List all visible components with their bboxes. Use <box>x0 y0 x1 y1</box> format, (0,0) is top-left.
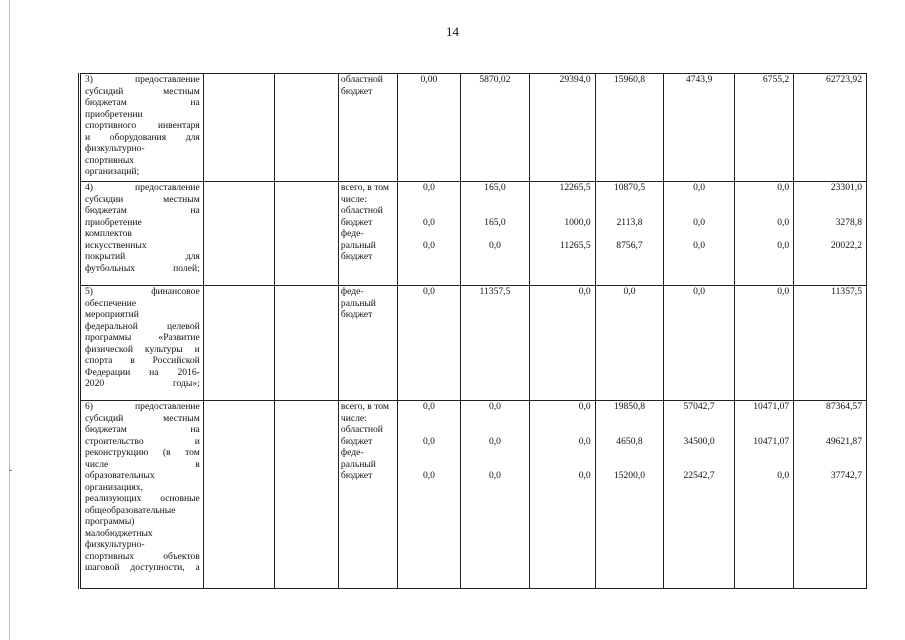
description-line: субсидий местным <box>85 412 200 424</box>
description-line: строительство и <box>85 435 200 447</box>
funding-source-line: ральный <box>340 458 376 470</box>
amount-cell <box>595 182 664 286</box>
amount-cell <box>595 286 664 401</box>
page-number: 14 <box>446 24 459 39</box>
amount-value: 0,0 <box>777 182 790 193</box>
amount-value: 62723,92 <box>826 74 862 85</box>
table-row <box>80 286 867 401</box>
spacer <box>796 459 862 471</box>
measure-description-cell <box>80 286 204 401</box>
amount-value: 10471,07 <box>753 401 790 412</box>
description-line: спорта в Российской <box>85 355 200 366</box>
amount-cell <box>794 286 867 401</box>
spacer <box>400 194 457 206</box>
spacer <box>737 459 789 471</box>
amount-value: 3278,8 <box>835 216 862 228</box>
table-body <box>80 74 867 589</box>
funding-source-line: феде- <box>340 447 364 458</box>
spacer <box>796 447 862 459</box>
amount-cell <box>398 401 460 589</box>
funding-source-line: бюджет <box>340 309 373 320</box>
amount-value: 0,0 <box>777 216 790 228</box>
description-line: организаций; <box>85 166 140 177</box>
amount-cell <box>734 74 793 182</box>
funding-source-line: ральный <box>340 297 376 309</box>
amount-value: 0,0 <box>578 435 591 447</box>
amount-value: 11357,5 <box>831 286 862 297</box>
spacer <box>463 205 528 217</box>
funding-source-line: всего, в том <box>340 182 389 193</box>
amount-cell <box>664 182 735 286</box>
spacer <box>666 459 732 471</box>
description-line: субсидий местным <box>85 85 200 97</box>
period-cell <box>275 182 338 286</box>
funding-source-line: бюджет <box>340 251 373 262</box>
amount-value: 10870,5 <box>613 182 646 193</box>
spacer <box>463 413 528 425</box>
description-line: мероприятий <box>85 309 139 320</box>
amount-value: 0,0 <box>422 401 435 412</box>
amount-value: 0,0 <box>578 470 591 481</box>
amount-value: 4650,8 <box>616 435 643 447</box>
description-line: 6) предоставление <box>85 401 200 412</box>
description-line: и оборудования для <box>85 131 200 143</box>
spacer <box>598 413 662 425</box>
funding-source-line: областной <box>340 74 383 85</box>
amount-value: 37742,7 <box>830 470 862 481</box>
amount-cell <box>664 286 735 401</box>
spacer <box>463 228 528 240</box>
spacer <box>796 228 862 240</box>
amount-value: 0,00 <box>420 74 438 85</box>
spacer <box>532 459 590 471</box>
page-margin-rule <box>9 0 10 640</box>
amount-value: 0,0 <box>422 182 435 193</box>
executor-cell <box>203 182 275 286</box>
amount-value: 49621,87 <box>826 435 862 447</box>
amount-cell <box>530 74 595 182</box>
spacer <box>796 424 862 436</box>
amount-value: 8756,7 <box>616 239 643 251</box>
funding-source-line: всего, в том <box>340 401 389 412</box>
amount-value: 29394,0 <box>559 74 591 85</box>
amount-value: 165,0 <box>484 182 506 193</box>
amount-value: 11265,5 <box>559 239 591 251</box>
funding-source-line: бюджет <box>340 470 373 481</box>
description-line: спортивных объектов <box>85 550 200 562</box>
funding-source-line: ральный <box>340 239 376 251</box>
description-line: бюджетам на <box>85 97 200 108</box>
table-row <box>80 401 867 589</box>
amount-value: 19850,8 <box>613 401 646 412</box>
amount-value: 34500,0 <box>683 435 715 447</box>
period-cell <box>275 286 338 401</box>
spacer <box>532 228 590 240</box>
spacer <box>532 205 590 217</box>
amount-value: 0,0 <box>777 470 790 481</box>
spacer <box>463 424 528 436</box>
spacer <box>400 424 457 436</box>
description-line: спортивного инвентаря <box>85 120 200 131</box>
executor-cell <box>203 74 275 182</box>
description-line: образовательных <box>85 470 155 481</box>
description-line: обеспечение <box>85 297 137 309</box>
funding-source-cell <box>338 182 397 286</box>
spacer <box>463 447 528 459</box>
spacer <box>796 205 862 217</box>
funding-source-line: бюджет <box>340 435 373 447</box>
amount-value: 22542,7 <box>683 470 715 481</box>
spacer <box>532 447 590 459</box>
amount-cell <box>530 182 595 286</box>
description-line: футбольных полей; <box>85 262 200 274</box>
description-line: общеобразовательные <box>85 504 176 516</box>
executor-cell <box>203 401 275 589</box>
margin-mark <box>9 470 12 471</box>
amount-value: 23301,0 <box>830 182 862 193</box>
spacer <box>666 447 732 459</box>
description-line: программы) <box>85 516 135 527</box>
amount-value: 0,0 <box>488 239 501 251</box>
description-line: шаговой доступности, а <box>85 562 200 573</box>
spacer <box>737 228 789 240</box>
amount-cell <box>595 74 664 182</box>
spacer <box>598 194 662 206</box>
spacer <box>737 424 789 436</box>
funding-source-line: числе: <box>340 193 367 205</box>
spacer <box>463 194 528 206</box>
amount-cell <box>398 182 460 286</box>
description-line: бюджетам на <box>85 205 200 216</box>
description-line: спортивных <box>85 154 135 166</box>
description-line: бюджетам на <box>85 424 200 435</box>
funding-source-line: областной <box>340 205 383 216</box>
measure-description-cell <box>80 401 204 589</box>
amount-value: 0,0 <box>578 401 591 412</box>
funding-source-line: феде- <box>340 228 364 239</box>
funding-source-cell <box>338 401 397 589</box>
description-line: программы «Развитие <box>85 332 200 343</box>
amount-value: 0,0 <box>777 239 790 251</box>
amount-cell <box>794 74 867 182</box>
amount-value: 0,0 <box>422 216 435 228</box>
amount-value: 20022,2 <box>830 239 862 251</box>
amount-value: 1000,0 <box>564 216 591 228</box>
funding-source-line: феде- <box>340 286 364 297</box>
amount-cell <box>398 286 460 401</box>
period-cell <box>275 401 338 589</box>
amount-value: 11357,5 <box>479 286 511 297</box>
amount-cell <box>734 182 793 286</box>
spacer <box>737 447 789 459</box>
spacer <box>666 228 732 240</box>
spacer <box>463 459 528 471</box>
description-line: 5) финансовое <box>85 286 200 297</box>
amount-value: 0,0 <box>422 470 435 481</box>
amount-value: 0,0 <box>488 435 501 447</box>
amount-cell <box>460 74 530 182</box>
amount-cell <box>460 286 530 401</box>
amount-value: 0,0 <box>623 286 636 297</box>
description-line: 3) предоставление <box>85 74 200 85</box>
funding-source-line: областной <box>340 424 383 435</box>
spacer <box>666 205 732 217</box>
spacer <box>400 228 457 240</box>
amount-cell <box>664 74 735 182</box>
amount-value: 165,0 <box>484 216 506 228</box>
amount-value: 0,0 <box>578 286 591 297</box>
description-line: искусственных <box>85 239 147 251</box>
spacer <box>737 194 789 206</box>
funding-source-line: бюджет <box>340 216 373 228</box>
description-line: федеральной целевой <box>85 320 200 332</box>
spacer <box>400 459 457 471</box>
amount-value: 15200,0 <box>613 470 646 481</box>
spacer <box>598 205 662 217</box>
description-line: числе в <box>85 458 200 470</box>
funding-source-line: бюджет <box>340 85 373 97</box>
spacer <box>598 424 662 436</box>
spacer <box>400 413 457 425</box>
amount-value: 0,0 <box>777 286 790 297</box>
spacer <box>666 424 732 436</box>
funding-source-line: числе: <box>340 412 367 424</box>
spacer <box>400 447 457 459</box>
spacer <box>532 194 590 206</box>
amount-value: 10471,07 <box>753 435 790 447</box>
amount-value: 0,0 <box>422 286 435 297</box>
spacer <box>796 413 862 425</box>
amount-value: 0,0 <box>693 239 706 251</box>
description-line: покрытий для <box>85 251 200 262</box>
table-row <box>80 182 867 286</box>
amount-value: 0,0 <box>422 435 435 447</box>
spacer <box>532 424 590 436</box>
amount-cell <box>734 286 793 401</box>
description-line: 4) предоставление <box>85 182 200 193</box>
measure-description-cell <box>80 182 204 286</box>
period-cell <box>275 74 338 182</box>
amount-value: 0,0 <box>693 216 706 228</box>
amount-value: 0,0 <box>422 239 435 251</box>
table-row <box>80 74 867 182</box>
spacer <box>598 459 662 471</box>
amount-cell <box>460 182 530 286</box>
description-line: реализующих основные <box>85 493 200 504</box>
amount-value: 4743,9 <box>685 74 713 85</box>
amount-value: 57042,7 <box>683 401 715 412</box>
spacer <box>796 194 862 206</box>
executor-cell <box>203 286 275 401</box>
budget-table <box>78 73 867 589</box>
description-line: Федерации на 2016- <box>85 366 200 378</box>
amount-value: 6755,2 <box>762 74 790 85</box>
amount-value: 2113,8 <box>616 216 643 228</box>
amount-cell <box>734 401 793 589</box>
spacer <box>737 413 789 425</box>
amount-cell <box>460 401 530 589</box>
description-line: комплектов <box>85 228 132 239</box>
amount-value: 0,0 <box>693 286 706 297</box>
amount-value: 0,0 <box>693 182 706 193</box>
spacer <box>598 447 662 459</box>
spacer <box>598 228 662 240</box>
description-line: приобретение <box>85 216 142 228</box>
description-line: субсидии местным <box>85 193 200 205</box>
amount-value: 15960,8 <box>613 74 646 85</box>
amount-value: 5870,02 <box>479 74 511 85</box>
amount-cell <box>794 182 867 286</box>
amount-value: 0,0 <box>488 470 501 481</box>
amount-cell <box>530 401 595 589</box>
amount-value: 0,0 <box>488 401 501 412</box>
amount-value: 87364,57 <box>826 401 862 412</box>
description-line: приобретении <box>85 108 143 120</box>
spacer <box>666 413 732 425</box>
description-line: 2020 годы»; <box>85 378 200 389</box>
spacer <box>400 205 457 217</box>
spacer <box>666 194 732 206</box>
description-line: физкультурно- <box>85 539 145 550</box>
description-line: реконструкцию (в том <box>85 447 200 458</box>
description-line: организациях, <box>85 481 143 493</box>
amount-cell <box>595 401 664 589</box>
measure-description-cell <box>80 74 204 182</box>
amount-cell <box>664 401 735 589</box>
spacer <box>737 205 789 217</box>
description-line: физической культуры и <box>85 343 200 355</box>
amount-cell <box>794 401 867 589</box>
amount-value: 12265,5 <box>559 182 591 193</box>
description-line: физкультурно- <box>85 143 145 154</box>
amount-cell <box>530 286 595 401</box>
funding-source-cell <box>338 74 397 182</box>
amount-cell <box>398 74 460 182</box>
spacer <box>532 413 590 425</box>
funding-source-cell <box>338 286 397 401</box>
description-line: малобюджетных <box>85 527 153 539</box>
